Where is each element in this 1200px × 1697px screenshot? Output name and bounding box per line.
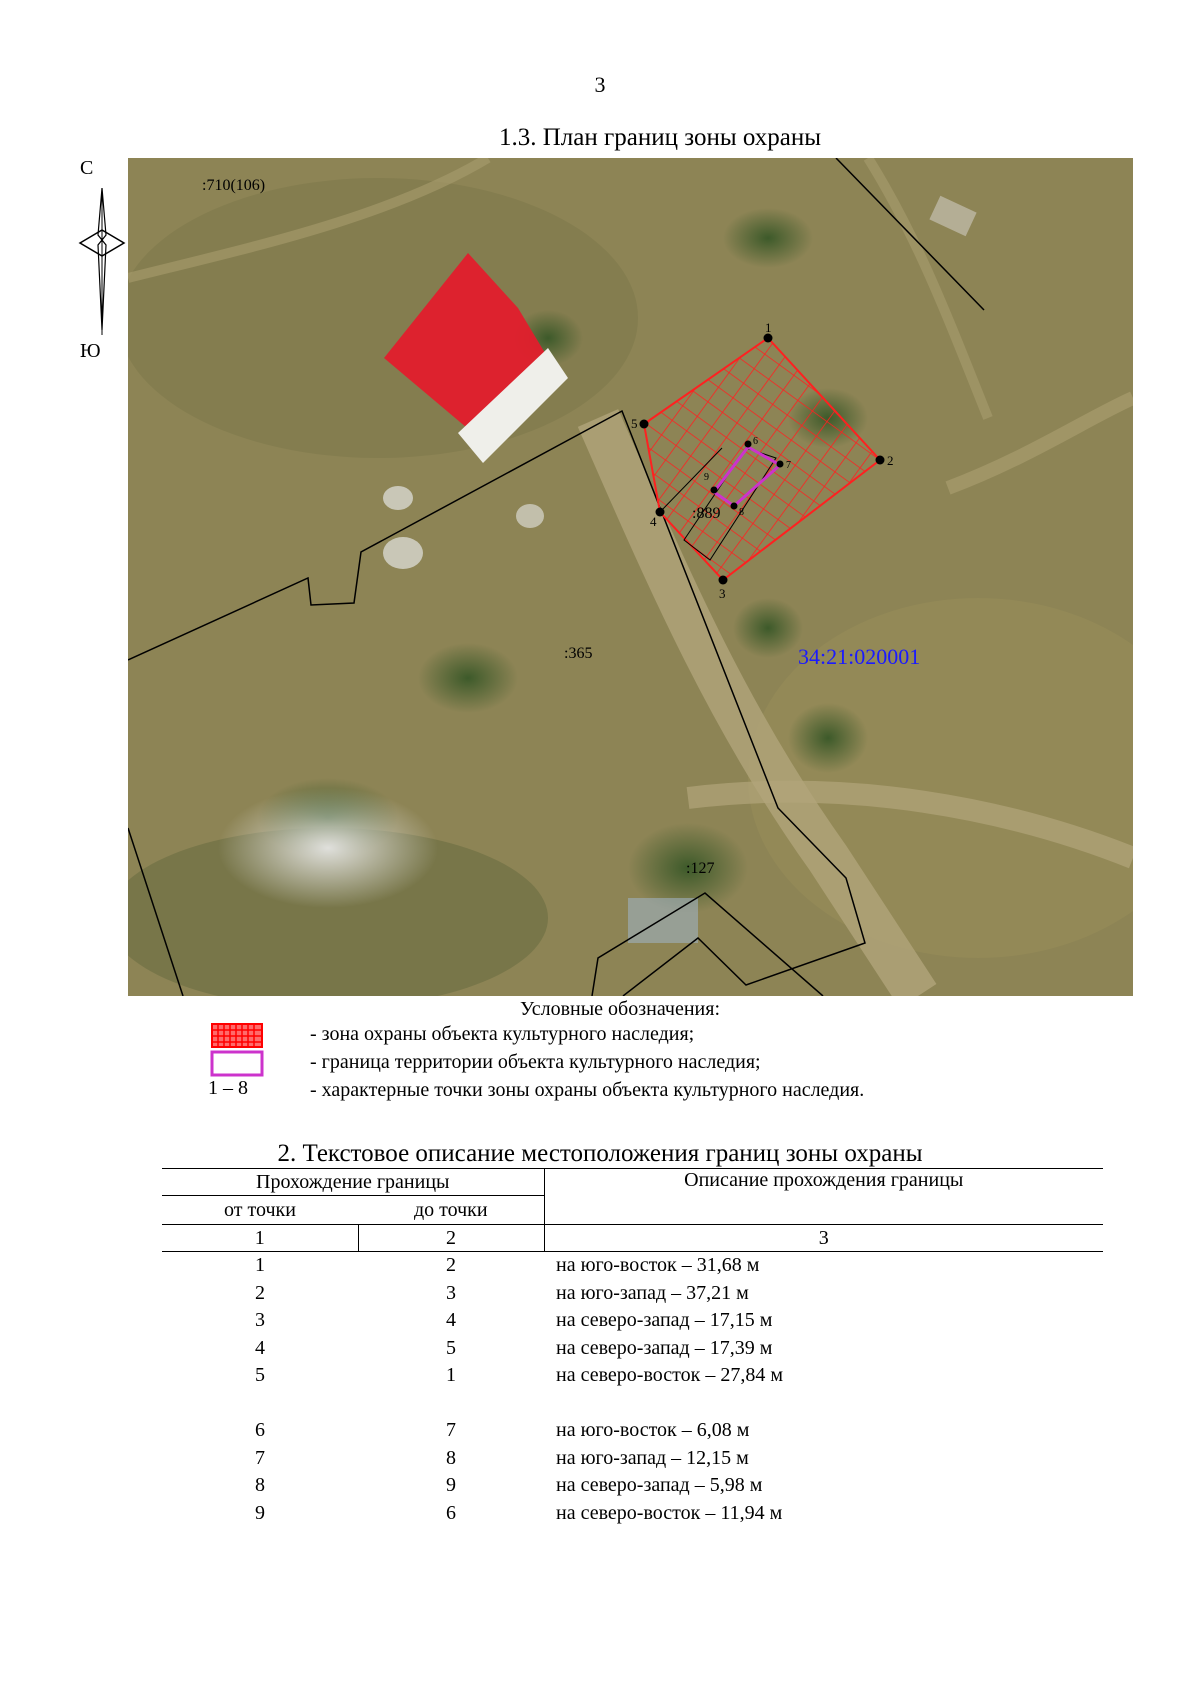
cell-from: 3 bbox=[255, 1309, 265, 1332]
point-label: 2 bbox=[887, 453, 894, 468]
cell-to: 4 bbox=[446, 1309, 456, 1332]
table-row bbox=[162, 1280, 1103, 1308]
col-number: 3 bbox=[544, 1225, 1103, 1252]
cell-desc: на юго-запад – 12,15 м bbox=[556, 1446, 749, 1469]
cell-to: 1 bbox=[446, 1364, 456, 1387]
cell-to: 2 bbox=[446, 1254, 456, 1277]
legend-item-territory: - граница территории объекта культурного наследия; bbox=[310, 1051, 761, 1073]
table-row bbox=[162, 1417, 1103, 1445]
boundary-table bbox=[162, 1168, 1103, 1527]
cell-from: 8 bbox=[255, 1474, 265, 1497]
legend-item-zone: - зона охраны объекта культурного наследия; bbox=[310, 1023, 695, 1045]
point-label: 3 bbox=[719, 586, 726, 601]
cell-to: 3 bbox=[446, 1281, 456, 1304]
cell-desc: на северо-восток – 27,84 м bbox=[556, 1364, 783, 1387]
compass-north-label: С bbox=[80, 157, 94, 179]
legend-points-symbol: 1 – 8 bbox=[208, 1077, 248, 1099]
compass-arrow-icon bbox=[74, 160, 130, 360]
point-label: 5 bbox=[631, 416, 638, 431]
cell-to: 5 bbox=[446, 1336, 456, 1359]
cell-from: 5 bbox=[255, 1364, 265, 1387]
cell-desc: на северо-восток – 11,94 м bbox=[556, 1501, 783, 1524]
cell-from: 9 bbox=[255, 1501, 265, 1524]
cell-to: 8 bbox=[446, 1446, 456, 1469]
cell-desc: на северо-запад – 17,39 м bbox=[556, 1336, 773, 1359]
cell-to: 9 bbox=[446, 1474, 456, 1497]
section-title: 2. Текстовое описание местоположения границ зоны охраны bbox=[277, 1140, 923, 1167]
page-number: 3 bbox=[594, 72, 606, 97]
compass-south-label: Ю bbox=[80, 340, 101, 362]
point-label: 1 bbox=[765, 320, 772, 335]
col-number: 2 bbox=[358, 1225, 544, 1252]
point-label: 6 bbox=[753, 436, 758, 447]
table-row bbox=[162, 1472, 1103, 1500]
table-row-spacer bbox=[162, 1390, 1103, 1418]
header-from: от точки bbox=[224, 1198, 296, 1221]
point-label: 4 bbox=[650, 514, 657, 529]
cell-from: 1 bbox=[255, 1254, 265, 1277]
legend-title: Условные обозначения: bbox=[519, 998, 721, 1020]
cell-desc bbox=[544, 1390, 1103, 1418]
table-row bbox=[162, 1335, 1103, 1363]
cell-from: 7 bbox=[255, 1446, 265, 1469]
parcel-label: :365 bbox=[564, 645, 593, 662]
header-group: Прохождение границы bbox=[162, 1169, 544, 1196]
parcel-label: :889 bbox=[692, 505, 721, 522]
cell-from: 4 bbox=[255, 1336, 265, 1359]
boundary-map bbox=[128, 158, 1133, 996]
table-row bbox=[162, 1445, 1103, 1473]
header-to: до точки bbox=[413, 1198, 488, 1221]
zone-legend-icon bbox=[210, 1022, 264, 1050]
cell-to bbox=[358, 1390, 544, 1418]
parcel-label: :710(106) bbox=[202, 177, 266, 194]
cell-desc: на северо-запад – 5,98 м bbox=[556, 1474, 763, 1497]
point-label: 8 bbox=[739, 507, 744, 518]
table-row bbox=[162, 1500, 1103, 1528]
point-label: 9 bbox=[704, 472, 709, 483]
table-row bbox=[162, 1252, 1103, 1280]
quarter-label: 34:21:020001 bbox=[798, 644, 921, 669]
header-desc: Описание прохождения границы bbox=[544, 1169, 1103, 1225]
col-number: 1 bbox=[162, 1225, 358, 1252]
table-row bbox=[162, 1362, 1103, 1390]
territory-legend-icon bbox=[210, 1050, 264, 1078]
map-title: 1.3. План границ зоны охраны bbox=[498, 124, 822, 151]
cell-desc: на северо-запад – 17,15 м bbox=[556, 1309, 773, 1332]
cell-from bbox=[162, 1390, 358, 1418]
cell-to: 6 bbox=[446, 1501, 456, 1524]
cell-to: 7 bbox=[446, 1419, 456, 1442]
parcel-label: :127 bbox=[686, 860, 715, 877]
table-row bbox=[162, 1307, 1103, 1335]
point-label: 7 bbox=[786, 460, 791, 471]
cell-from: 6 bbox=[255, 1419, 265, 1442]
legend-item-points: - характерные точки зоны охраны объекта культурного наследия. bbox=[310, 1079, 865, 1101]
cell-desc: на юго-восток – 31,68 м bbox=[556, 1254, 760, 1277]
cell-desc: на юго-запад – 37,21 м bbox=[556, 1281, 749, 1304]
cell-desc: на юго-восток – 6,08 м bbox=[556, 1419, 750, 1442]
cell-from: 2 bbox=[255, 1281, 265, 1304]
